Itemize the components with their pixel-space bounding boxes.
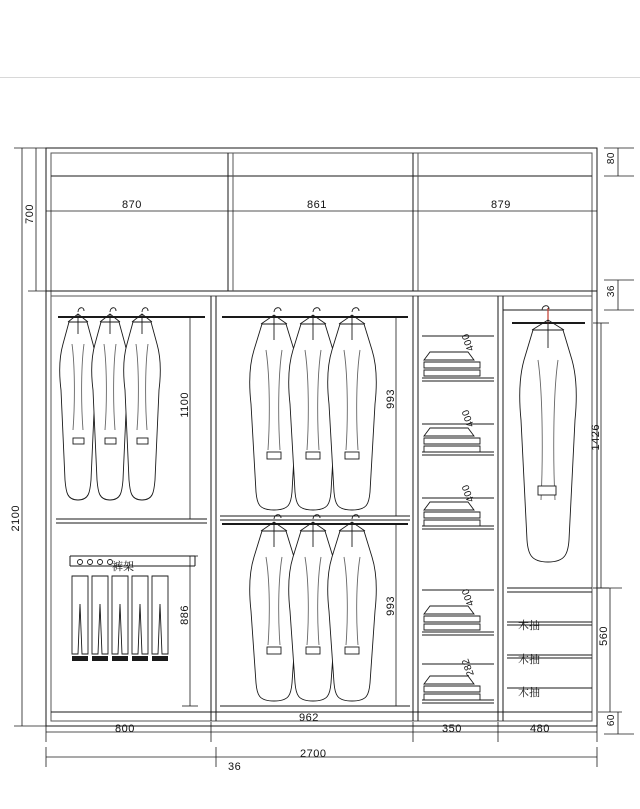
dim-left-hanging-1100: 1100 — [179, 392, 191, 418]
dim-top-870: 870 — [122, 199, 142, 211]
shelf-dim-4: 400 — [460, 586, 477, 608]
dim-top-879: 879 — [491, 199, 511, 211]
drawer-label-2: 木抽 — [518, 654, 540, 666]
drawer-label-1: 木抽 — [518, 620, 540, 632]
dim-mid-lower-993: 993 — [385, 596, 397, 616]
dim-bottom-350: 350 — [442, 723, 462, 735]
dim-bottom-962: 962 — [299, 712, 319, 724]
dim-top-band-700: 700 — [24, 204, 36, 224]
dim-overall-width-2700: 2700 — [300, 748, 327, 760]
dim-mid-upper-993: 993 — [385, 389, 397, 409]
dim-long-hanging-1426: 1426 — [590, 424, 602, 451]
trouser-rack-label: 裤架 — [112, 561, 134, 573]
dim-bottom-60: 60 — [606, 714, 617, 727]
shelf-dim-2: 400 — [460, 407, 477, 429]
shelf-dim-3: 400 — [460, 482, 477, 504]
dim-bottom-800: 800 — [115, 723, 135, 735]
shelf-dim-5: 282 — [460, 656, 477, 678]
dim-top-cap-80: 80 — [606, 152, 617, 165]
dim-overall-height-2100: 2100 — [10, 505, 22, 532]
dim-base-36: 36 — [228, 761, 242, 773]
dim-bottom-480: 480 — [530, 723, 550, 735]
dim-drawer-block-560: 560 — [598, 626, 610, 646]
dim-gap-36-right: 36 — [606, 285, 617, 298]
dim-left-trouser-886: 886 — [179, 605, 191, 625]
drawer-label-3: 木抽 — [518, 687, 540, 699]
dim-top-861: 861 — [307, 199, 327, 211]
shelf-dim-1: 400 — [460, 331, 477, 353]
